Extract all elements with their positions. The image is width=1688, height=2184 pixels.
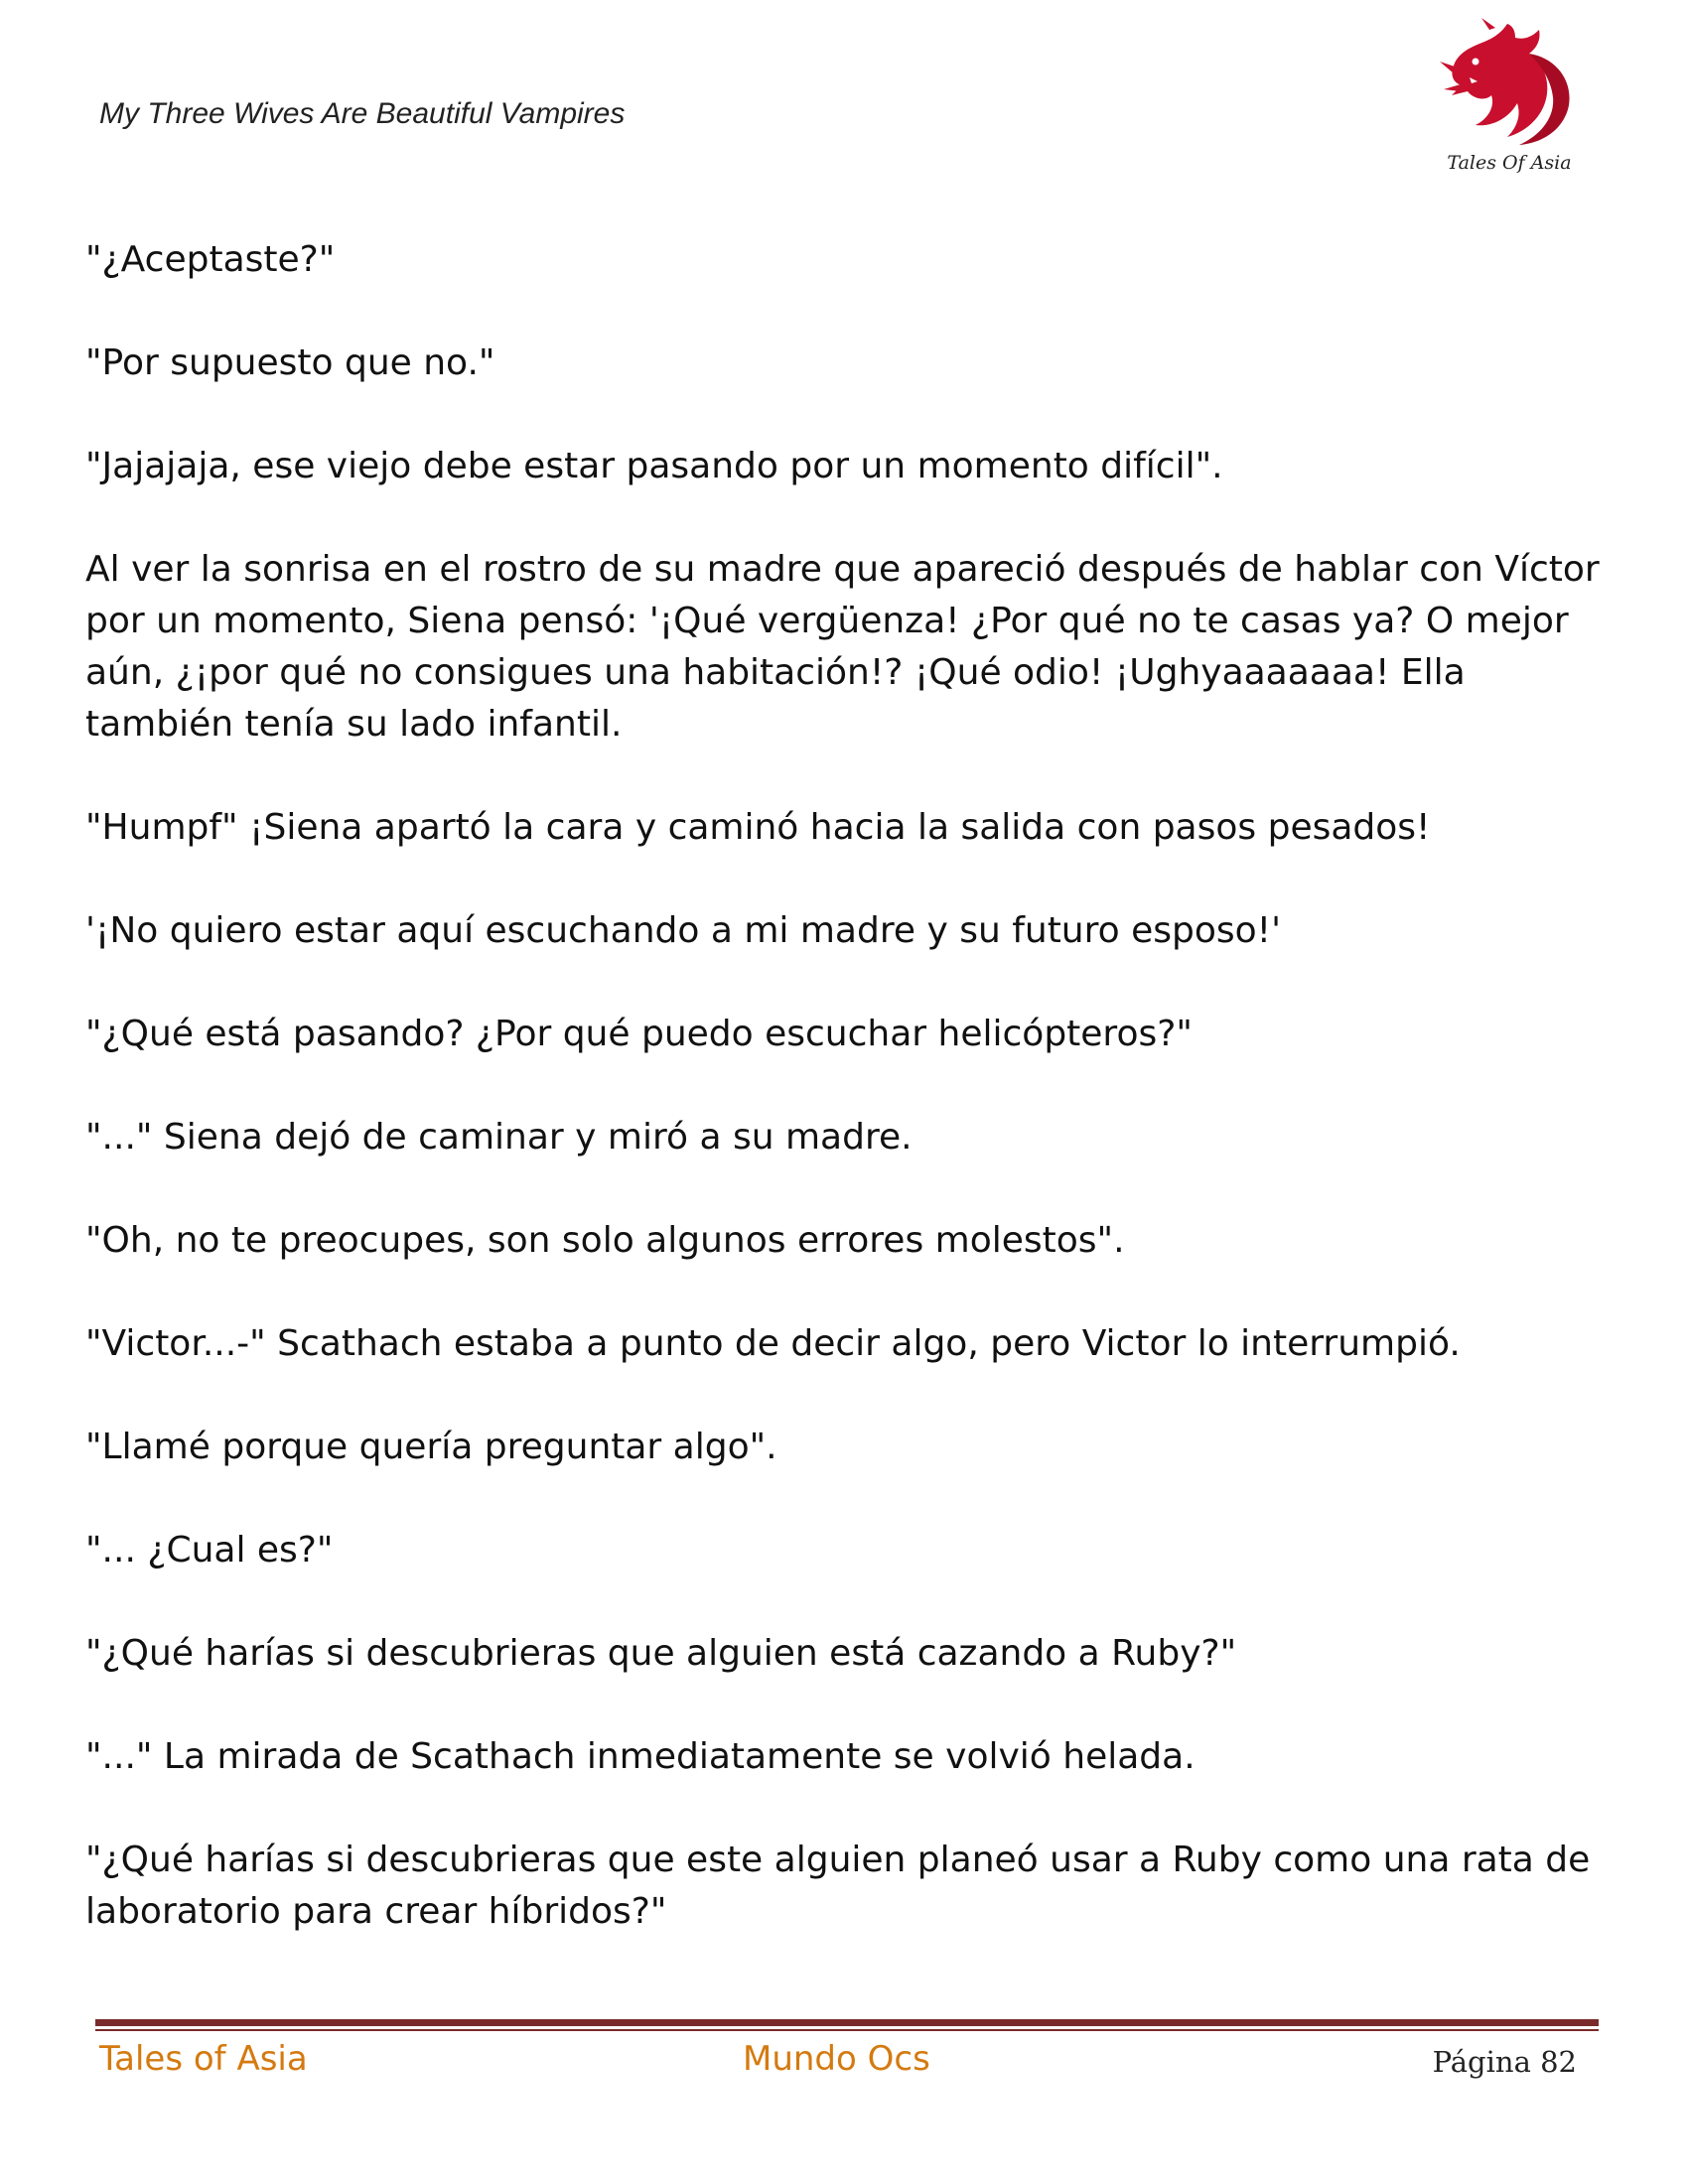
paragraph: "¿Qué harías si descubrieras que alguien está cazando a Ruby?": [85, 1633, 1237, 1674]
paragraph: "Jajajaja, ese viejo debe estar pasando por un momento difícil".: [85, 446, 1223, 486]
paragraph: "¿Qué está pasando? ¿Por qué puedo escuchar helicópteros?": [85, 1014, 1193, 1054]
footer-publisher: Tales of Asia: [99, 2039, 308, 2079]
paragraph: "..." Siena dejó de caminar y miró a su madre.: [85, 1117, 913, 1158]
tales-of-asia-logo: [1430, 18, 1589, 187]
footer-divider: [95, 2019, 1599, 2026]
paragraph: "... ¿Cual es?": [85, 1530, 334, 1570]
paragraph: "Victor...-" Scathach estaba a punto de decir algo, pero Victor lo interrumpió.: [85, 1323, 1461, 1364]
paragraph: "..." La mirada de Scathach inmediatamente se volvió helada.: [85, 1736, 1196, 1777]
paragraph: "Por supuesto que no.": [85, 342, 495, 383]
paragraph: "¿Aceptaste?": [85, 239, 336, 280]
footer-divider-thin: [95, 2029, 1599, 2031]
footer-center-label: Mundo Ocs: [743, 2039, 930, 2079]
paragraph: "Humpf" ¡Siena apartó la cara y caminó hacia la salida con pasos pesados!: [85, 807, 1431, 848]
paragraph: "¿Qué harías si descubrieras que este alguien planeó usar a Ruby como una rata de laboratorio para crear híbridos?": [85, 1840, 1591, 1932]
chapter-body: [85, 234, 1615, 1989]
paragraph: "Llamé porque quería preguntar algo".: [85, 1427, 777, 1467]
paragraph: Al ver la sonrisa en el rostro de su madre que apareció después de hablar con Víctor por un momento, Siena pensó: '¡Qué vergüenza! ¿Por qué no te casas ya? O mejor aún, ¿¡por qué no consigues una habitación!? ¡Qué odio! ¡Ughyaaaaaaa! Ella también tenía su lado infantil.: [85, 549, 1600, 745]
logo-text: Tales Of Asia: [1447, 152, 1572, 174]
page-number: Página 82: [1432, 2045, 1577, 2079]
paragraph: "Oh, no te preocupes, son solo algunos errores molestos".: [85, 1220, 1125, 1261]
paragraph: '¡No quiero estar aquí escuchando a mi madre y su futuro esposo!': [85, 910, 1281, 951]
red-dragon-logo-icon: [1430, 18, 1589, 152]
book-title: My Three Wives Are Beautiful Vampires: [99, 97, 626, 130]
